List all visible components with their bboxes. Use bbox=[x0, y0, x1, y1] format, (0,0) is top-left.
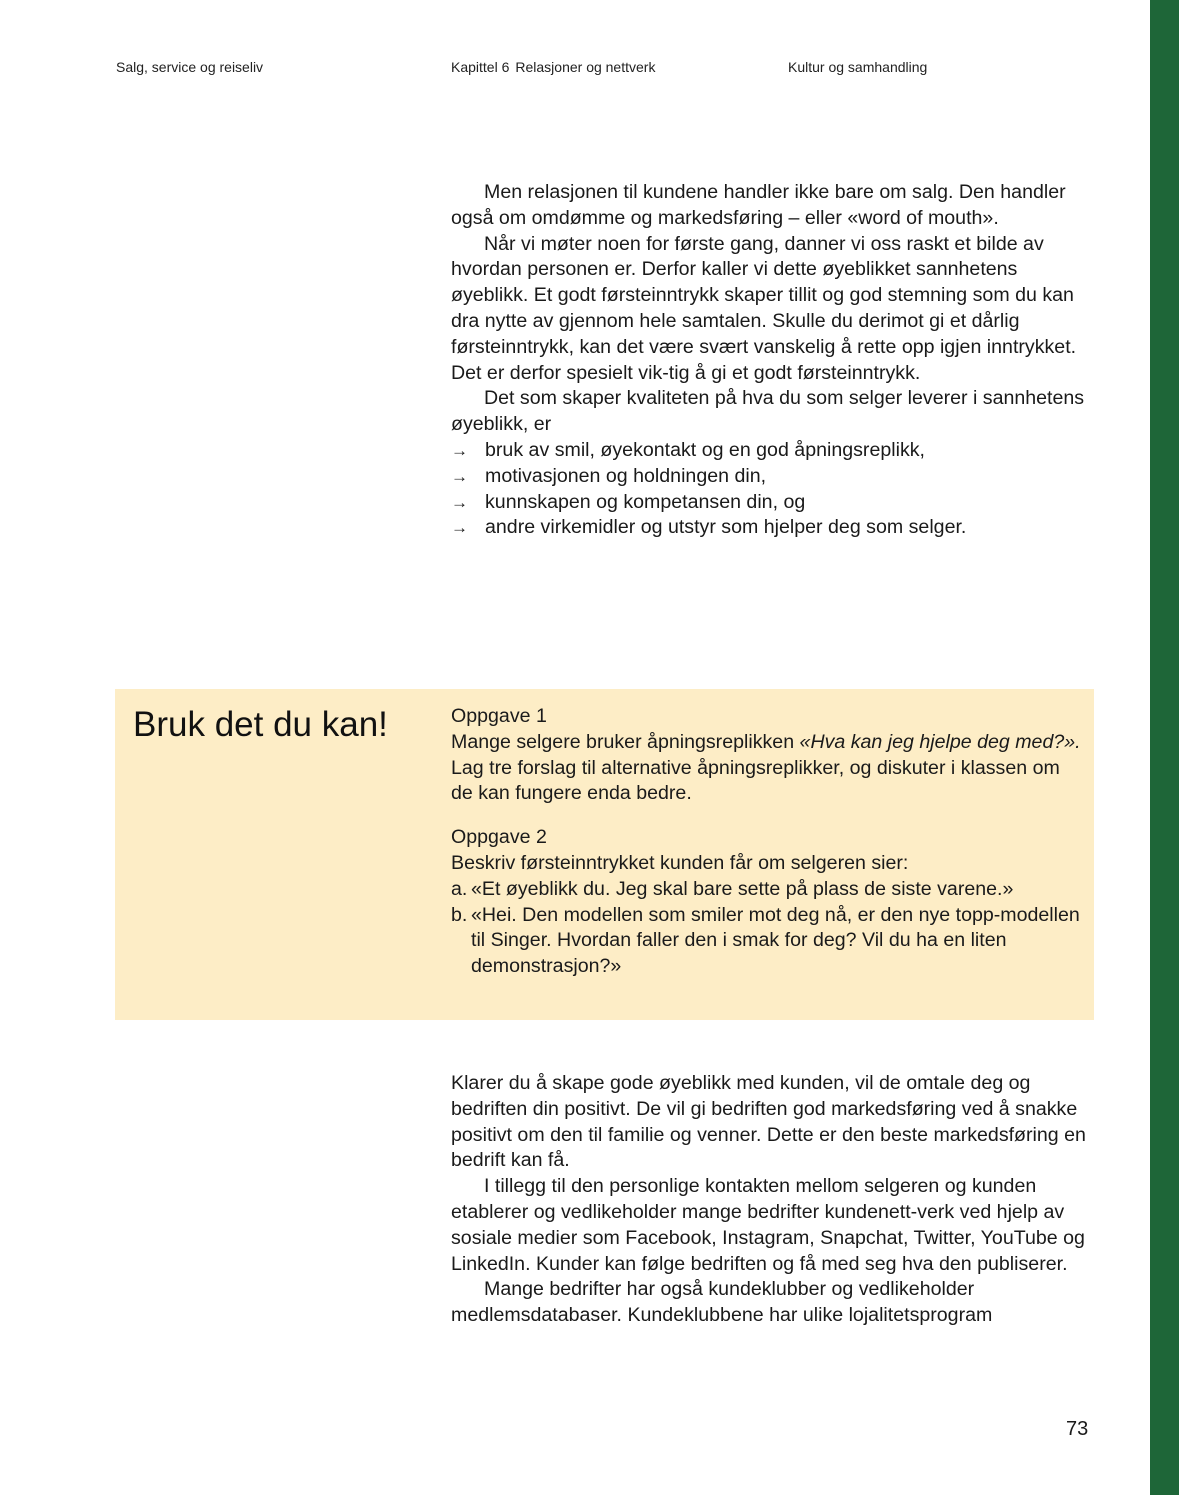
running-header-chapter bbox=[451, 59, 655, 75]
arrow-right-icon: → bbox=[451, 492, 468, 512]
intro-paragraph-3: Det som skaper kvaliteten på hva du som selger leverer i sannhetens øyeblikk, er bbox=[451, 387, 1085, 436]
option-label: b. bbox=[451, 903, 468, 926]
quality-factors-list bbox=[451, 438, 1091, 541]
arrow-right-icon: → bbox=[451, 440, 468, 460]
task-1-heading: Oppgave 1 bbox=[451, 705, 547, 727]
list-item: a. «Et øyeblikk du. Jeg skal bare sette på plass de siste varene.» bbox=[451, 877, 1086, 903]
intro-text-block bbox=[451, 180, 1091, 541]
list-item: → bruk av smil, øyekontakt og en god åpningsreplikk, bbox=[451, 438, 1091, 464]
task-box-content bbox=[451, 704, 1086, 998]
task-2-intro: Beskriv førsteinntrykket kunden får om selgeren sier: bbox=[451, 851, 909, 874]
running-header-book-title: Salg, service og reiseliv bbox=[116, 59, 264, 75]
chapter-number: Kapittel 6 bbox=[451, 59, 510, 75]
closing-paragraph-1: Klarer du å skape gode øyeblikk med kunden, vil de omtale deg og bedriften din positivt. De vil gi bedriften god markedsføring ved å snakke positivt om den til familie og venner. Dette er den beste markedsføring en bedrift kan få. bbox=[451, 1072, 1086, 1172]
list-item: b. «Hei. Den modellen som smiler mot deg nå, er den nye topp-modellen til Singer. Hvordan faller den i smak for deg? Vil du ha en liten demonstrasjon?» bbox=[451, 903, 1080, 978]
option-label: a. bbox=[451, 877, 468, 900]
intro-paragraph-1: Men relasjonen til kundene handler ikke bare om salg. Den handler også om omdømme og markedsføring – eller «word of mouth». bbox=[451, 181, 1066, 229]
task-2-options bbox=[451, 877, 1086, 980]
running-header-section-title: Kultur og samhandling bbox=[788, 59, 928, 75]
chapter-title: Relasjoner og nettverk bbox=[515, 59, 656, 75]
list-item: → kunnskapen og kompetansen din, og bbox=[451, 490, 1091, 516]
closing-text-block bbox=[451, 1071, 1091, 1329]
task-box-title: Bruk det du kan! bbox=[133, 705, 388, 744]
task-box bbox=[115, 689, 1094, 1020]
closing-paragraph-2: I tillegg til den personlige kontakten mellom selgeren og kunden etablerer og vedlikeholder mange bedrifter kundenett-verk ved hjelp av sosiale medier som Facebook, Instagram, Snapchat, Twitter, YouTube og LinkedIn. Kunder kan følge bedriften og få med seg hva den publiserer. bbox=[451, 1175, 1085, 1275]
list-item: → motivasjonen og holdningen din, bbox=[451, 464, 1091, 490]
arrow-right-icon: → bbox=[451, 466, 468, 486]
list-item: → andre virkemidler og utstyr som hjelper deg som selger. bbox=[451, 515, 1091, 541]
page-number: 73 bbox=[1066, 1418, 1089, 1440]
task-1-text: Mange selgere bruker åpningsreplikken «Hva kan jeg hjelpe deg med?». Lag tre forslag til alternative åpningsreplikker, og diskuter i klassen om de kan fungere enda bedre. bbox=[451, 730, 1081, 805]
intro-paragraph-2: Når vi møter noen for første gang, danner vi oss raskt et bilde av hvordan personen er. Derfor kaller vi dette øyeblikket sannhetens øyeblikk. Et godt førsteinntrykk skaper tillit og god stemning som du kan dra nytte av gjennom hele samtalen. Skulle du derimot gi et dårlig førsteinntrykk, kan det være svært vanskelig å rette opp igjen inntrykket. Det er derfor spesielt vik-tig å gi et godt førsteinntrykk. bbox=[451, 232, 1077, 384]
task-1-quote: «Hva kan jeg hjelpe deg med?». bbox=[799, 730, 1081, 753]
chapter-color-bar bbox=[1150, 0, 1179, 1495]
task-1 bbox=[451, 704, 1086, 807]
task-2-heading: Oppgave 2 bbox=[451, 826, 547, 849]
closing-paragraph-3: Mange bedrifter har også kundeklubber og vedlikeholder medlemsdatabaser. Kundeklubbene har ulike lojalitetsprogram bbox=[451, 1278, 993, 1327]
arrow-right-icon: → bbox=[451, 518, 468, 538]
task-2 bbox=[451, 825, 1086, 980]
